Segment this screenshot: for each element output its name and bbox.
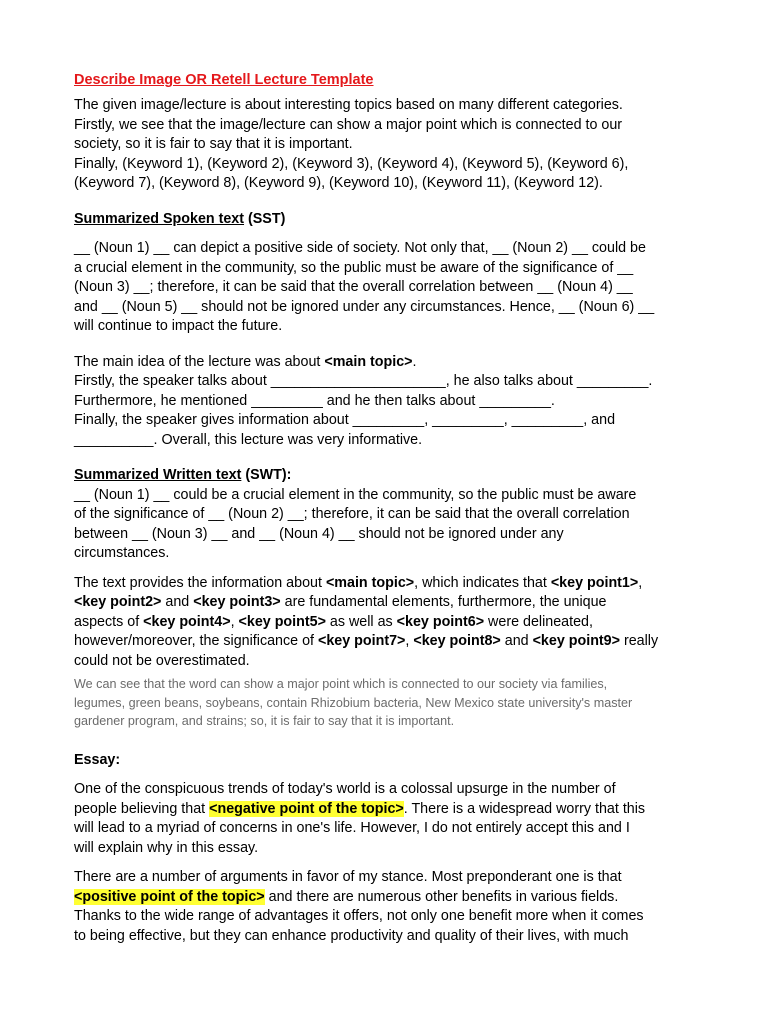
essay-line: will lead to a myriad of concerns in one's life. However, I do not entirely accept this and I xyxy=(74,820,630,837)
text-fragment: , xyxy=(638,574,643,591)
text-fragment: aspects of xyxy=(74,613,144,630)
swt-heading-suffix: (SWT): xyxy=(241,467,292,483)
sst-line: Finally, the speaker gives information about _________, _________, _________, and xyxy=(74,412,616,428)
essay-line xyxy=(74,800,708,820)
essay-line: Thanks to the wide range of advantages it offers, not only one benefit more when it comes xyxy=(74,908,644,925)
text-fragment: are fundamental elements, furthermore, the unique xyxy=(280,594,607,610)
key-point-placeholder: <key point3> xyxy=(193,594,281,610)
example-line: gardener program, and strains; so, it is fair to say that it is important. xyxy=(74,714,455,729)
essay-heading: Essay: xyxy=(74,751,121,768)
essay-paragraph-2 xyxy=(74,868,708,946)
sst-paragraph-1 xyxy=(74,239,708,337)
text-fragment: and xyxy=(161,594,194,610)
example-line: We can see that the word can show a major point which is connected to our society via families, xyxy=(74,677,608,691)
sst-paragraph-2 xyxy=(74,353,708,451)
sst-heading-underlined: Summarized Spoken text xyxy=(74,210,245,227)
main-topic-placeholder: <main topic> xyxy=(324,353,413,370)
swt-line: of the significance of __ (Noun 2) __; therefore, it can be said that the overall correlation xyxy=(74,506,630,522)
sst-heading xyxy=(74,210,708,230)
text-fragment: , which indicates that xyxy=(414,574,551,591)
essay-line: There are a number of arguments in favor of my stance. Most preponderant one is that xyxy=(74,869,622,886)
sst-line: Firstly, the speaker talks about ______________________, he also talks about _________. xyxy=(74,373,653,389)
intro-paragraph xyxy=(74,96,708,194)
sst-heading-suffix: (SST) xyxy=(244,210,286,227)
document-title: Describe Image OR Retell Lecture Template xyxy=(74,72,374,88)
text-fragment: , xyxy=(405,633,414,649)
swt-line: could not be overestimated. xyxy=(74,652,250,669)
text-fragment: The main idea of the lecture was about xyxy=(74,353,325,370)
intro-line: (Keyword 7), (Keyword 8), (Keyword 9), (Keyword 10), (Keyword 11), (Keyword 12). xyxy=(74,175,603,191)
swt-line: circumstances. xyxy=(74,545,170,561)
key-point-placeholder: <key point9> xyxy=(532,633,620,649)
sst-line: (Noun 3) __; therefore, it can be said that the overall correlation between __ (Noun 4) __ xyxy=(74,279,633,295)
text-fragment: were delineated, xyxy=(484,613,593,630)
sst-line: a crucial element in the community, so the public must be aware of the significance of __ xyxy=(74,259,634,276)
swt-example xyxy=(74,675,708,731)
positive-point-highlight: <positive point of the topic> xyxy=(74,888,265,905)
text-fragment: and xyxy=(500,633,533,649)
key-point-placeholder: <key point5> xyxy=(238,613,326,630)
text-fragment: . xyxy=(412,353,417,370)
sst-line: will continue to impact the future. xyxy=(74,318,283,334)
negative-point-highlight: <negative point of the topic> xyxy=(209,800,404,817)
sst-line: and __ (Noun 5) __ should not be ignored under any circumstances. Hence, __ (Noun 6) __ xyxy=(74,298,655,315)
key-point-placeholder: <key point1> xyxy=(550,574,639,591)
swt-heading xyxy=(74,466,708,486)
intro-line: Firstly, we see that the image/lecture can show a major point which is connected to our xyxy=(74,116,623,133)
key-point-placeholder: <key point6> xyxy=(396,613,485,630)
sst-line: __________. Overall, this lecture was very informative. xyxy=(74,431,423,448)
essay-line: will explain why in this essay. xyxy=(74,839,259,856)
key-point-placeholder: <key point8> xyxy=(413,633,501,649)
essay-line: One of the conspicuous trends of today's world is a colossal upsurge in the number of xyxy=(74,781,616,798)
text-fragment: people believing that xyxy=(74,800,210,817)
swt-paragraph-1 xyxy=(74,486,708,564)
text-fragment: however/moreover, the significance of xyxy=(74,633,318,649)
essay-line: to being effective, but they can enhance productivity and quality of their lives, with much xyxy=(74,927,629,944)
swt-heading-underlined: Summarized Written text xyxy=(74,467,242,483)
intro-line: The given image/lecture is about interesting topics based on many different categories. xyxy=(74,97,623,113)
swt-line xyxy=(74,632,708,652)
essay-line xyxy=(74,888,708,908)
key-point-placeholder: <key point7> xyxy=(317,633,406,649)
sst-line: __ (Noun 1) __ can depict a positive side of society. Not only that, __ (Noun 2) __ could be xyxy=(74,240,646,256)
swt-line xyxy=(74,574,708,594)
text-fragment: , xyxy=(230,613,239,630)
swt-line: between __ (Noun 3) __ and __ (Noun 4) __ should not be ignored under any xyxy=(74,525,564,542)
key-point-placeholder: <key point2> xyxy=(74,594,162,610)
swt-line: __ (Noun 1) __ could be a crucial element in the community, so the public must be aware xyxy=(74,486,637,503)
sst-line: Furthermore, he mentioned _________ and he then talks about _________. xyxy=(74,392,555,409)
key-point-placeholder: <key point4> xyxy=(143,613,231,630)
intro-line: Finally, (Keyword 1), (Keyword 2), (Keyword 3), (Keyword 4), (Keyword 5), (Keyword 6), xyxy=(74,155,629,172)
main-topic-placeholder: <main topic> xyxy=(325,574,415,591)
swt-paragraph-2 xyxy=(74,574,708,672)
intro-line: society, so it is fair to say that it is important. xyxy=(74,136,353,152)
swt-line xyxy=(74,613,708,633)
essay-paragraph-1 xyxy=(74,780,708,858)
swt-line xyxy=(74,593,708,613)
example-line: legumes, green beans, soybeans, contain Rhizobium bacteria, New Mexico state university's master xyxy=(74,695,633,710)
text-fragment: The text provides the information about xyxy=(74,574,326,591)
text-fragment: really xyxy=(620,633,659,649)
text-fragment: and there are numerous other benefits in various fields. xyxy=(264,888,619,905)
sst-main-topic-line xyxy=(74,353,708,373)
text-fragment: . There is a widespread worry that this xyxy=(403,800,646,817)
text-fragment: as well as xyxy=(325,613,397,630)
